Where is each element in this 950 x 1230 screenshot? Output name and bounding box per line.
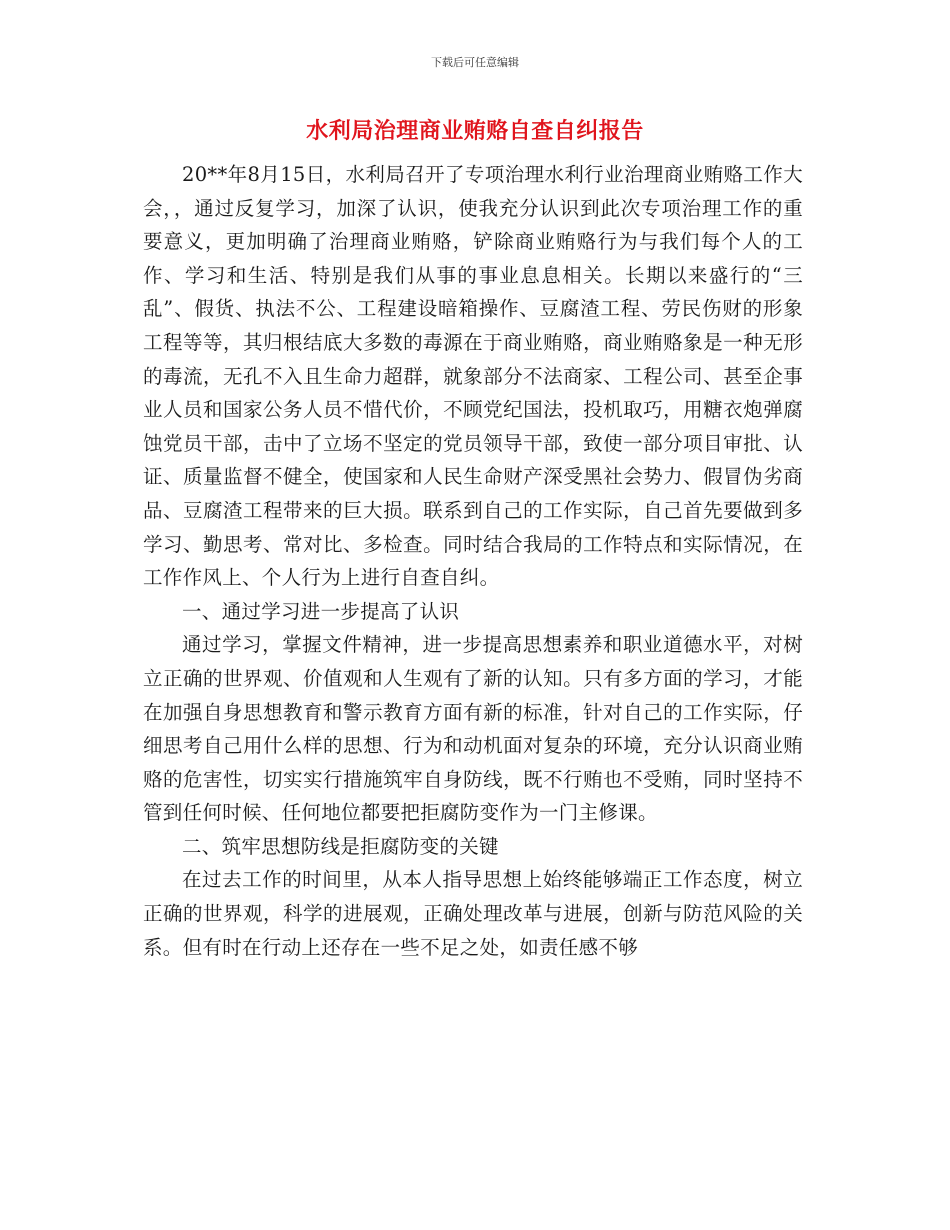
section-heading-1: 一、通过学习进一步提高了认识 [182,599,460,623]
document-title: 水利局治理商业贿赂自查自纠报告 [306,119,644,144]
paragraph-section-1: 通过学习，掌握文件精神，进一步提高思想素养和职业道德水平，对树立正确的世界观、价值观和人生观有了新的认知。只有多方面的学习，才能在加强自身思想教育和警示教育方面有新的标准，针对自己的工作实际，仔细思考自己用什么样的思想、行为和动机面对复杂的环境，充分认识商业贿赂的危害性，切实实行措施筑牢自身防线，既不行贿也不受贿，同时坚持不管到任何时候、任何地位都要把拒腐防变作为一门主修课。 [143,633,803,825]
header-note: 下载后可任意编辑 [431,56,519,69]
paragraph-section-2: 在过去工作的时间里，从本人指导思想上始终能够端正工作态度，树立正确的世界观，科学的进展观，正确处理改革与进展，创新与防范风险的关系。但有时在行动上还存在一些不足之处，如责任感不够 [143,868,803,959]
document-body [143,158,803,964]
section-heading-2: 二、筑牢思想防线是拒腐防变的关键 [182,834,499,858]
paragraph-intro: 20**年8月15日，水利局召开了专项治理水利行业治理商业贿赂工作大会，，通过反复学习，加深了认识，使我充分认识到此次专项治理工作的重要意义，更加明确了治理商业贿赂，铲除商业贿赂行为与我们每个人的工作、学习和生活、特别是我们从事的事业息息相关。长期以来盛行的“三乱”、假货、执法不公、工程建设暗箱操作、豆腐渣工程、劳民伤财的形象工程等等，其归根结底大多数的毒源在于商业贿赂，商业贿赂象是一种无形的毒流，无孔不入且生命力超群，就象部分不法商家、工程公司、甚至企事业人员和国家公务人员不惜代价，不顾党纪国法，投机取巧，用糖衣炮弹腐蚀党员干部，击中了立场不坚定的党员领导干部，致使一部分项目审批、认证、质量监督不健全，使国家和人民生命财产深受黑社会势力、假冒伪劣商品、豆腐渣工程带来的巨大损。联系到自己的工作实际，自己首先要做到多学习、勤思考、常对比、多检查。同时结合我局的工作特点和实际情况，在工作作风上、个人行为上进行自查自纠。 [143,163,803,590]
